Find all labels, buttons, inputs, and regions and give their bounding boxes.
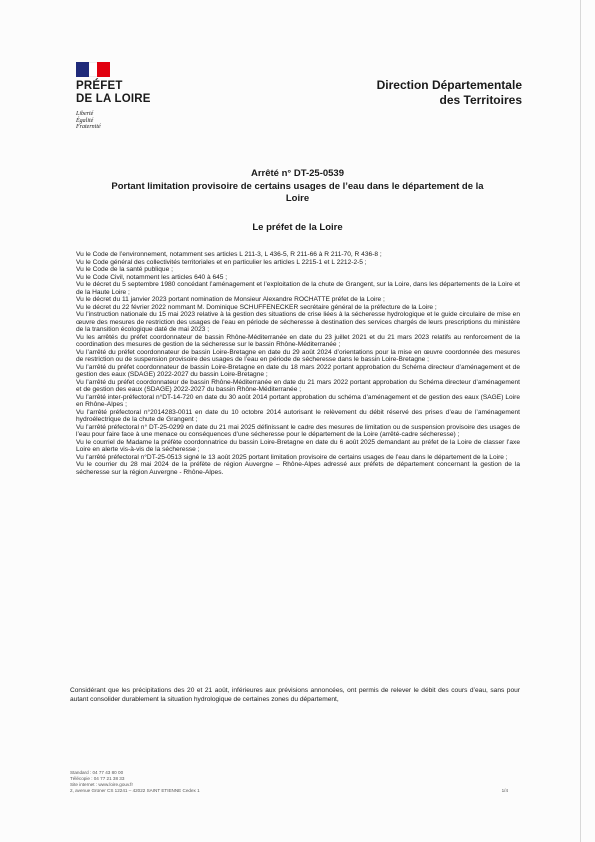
prefecture-logo [76,62,156,131]
considerant-section [70,686,520,704]
decree-subject-line-1: Portant limitation provisoire de certains usages de l’eau dans le département de la [111,181,484,192]
decree-subject [60,181,535,205]
authority-heading: Le préfet de la Loire [252,222,343,233]
visa-item: Vu le Code Civil, notamment les articles 640 à 645 ; [76,273,228,281]
decree-subject-line-2: Loire [285,193,310,204]
footer-line: Standard : 04 77 43 80 00 [70,770,124,775]
visa-item: Vu l’arrêté préfectoral n°2014283-0011 en date du 10 octobre 2014 autorisant le relèvement du débit réservé des prises d’eau de l’aménagement hydroélectrique de la chute de Grangent ; [76,408,520,423]
logo-line-1: PRÉFET [76,80,123,92]
footer-line: 2, avenue Grüner CS 12241 – 42022 SAINT ETIENNE Cedex 1 [70,788,200,793]
visa-item: Vu l’arrêté du préfet coordonnateur de bassin Rhône-Méditerranée en date du 21 mars 2022 portant approbation du Schéma directeur d’aménagement et de gestion des eaux (SDAGE) 2022-2027 du bassin Rhône-Méditerranée ; [76,378,520,393]
motto-liberte: Liberté [76,111,94,117]
visa-item: Vu le courriel de Madame la préfète coordonnatrice du bassin Loire-Bretagne en date du 6 août 2025 demandant au préfet de la Loire de classer l’axe Loire en alerte vis-à-vis de la sécheresse ; [76,438,520,453]
footer [70,770,520,794]
footer-line: Site internet : www.loire.gouv.fr [70,782,133,787]
visa-item: Vu l’arrêté préfectoral n°DT-25-0513 signé le 13 août 2025 portant limitation provisoire de certains usages de l’eau dans le département de la Loire ; [76,453,508,461]
visa-item: Vu le décret du 11 janvier 2023 portant nomination de Monsieur Alexandre ROCHATTE préfet de la Loire ; [76,296,385,303]
direction-heading [377,78,522,108]
marianne-flag-icon [76,62,110,77]
visa-item: Vu l’arrêté inter-préfectoral n°DT-14-720 en date du 30 août 2014 portant approbation du schéma d’aménagement et de gestion des eaux (SAGE) Loire en Rhône-Alpes ; [76,393,520,408]
visa-item: Vu l’arrêté du préfet coordonnateur de bassin Loire-Bretagne en date du 18 mars 2022 portant approbation du Schéma directeur d’aménagement et de gestion des eaux (SDAGE) 2022-2027 du bassin Loire-Bretagne ; [76,363,520,378]
visas-list [76,251,520,476]
decree-number: Arrêté n° DT-25-0539 [250,168,345,179]
page-number: 1/4 [501,788,508,793]
page-edge [580,0,581,842]
visa-item: Vu les arrêtés du préfet coordonnateur de bassin Rhône-Méditerranée en date du 23 juillet 2021 et du 21 mars 2023 relatifs au renforcement de la coordination des mesures de gestion de la sécheresse sur le bassin Rhône-Méditerranée ; [76,333,520,348]
visa-item: Vu l’arrêté du préfet coordonnateur de bassin Loire-Bretagne en date du 29 août 2024 d’orientations pour la mise en œuvre coordonnée des mesures de restriction ou de suspension provisoire des usages de l’eau en période de sécheresse dans le bassin Loire-Bretagne ; [76,348,520,363]
motto-fraternite: Fraternité [76,124,101,130]
visa-item: Vu l’arrêté préfectoral n° DT-25-0299 en date du 21 mai 2025 définissant le cadre des mesures de limitation ou de suspension provisoire des usages de l’eau pour faire face à une menace ou conséquences d’une sécheresse pour le département de la Loire (arrêté-cadre sécheresse) ; [76,423,520,438]
visa-item: Vu le décret du 22 février 2022 nommant M. Dominique SCHUFFENECKER secrétaire général de la préfecture de la Loire ; [76,303,437,311]
visa-item: Vu le courrier du 28 mai 2024 de la préfète de région Auvergne – Rhône-Alpes adressé aux préfets de département concernant la gestion de la sécheresse sur la région Auvergne - Rhône-Alpes. [76,461,520,476]
motto [76,111,156,131]
visa-item: Vu l’instruction nationale du 15 mai 2023 relative à la gestion des situations de crise liées à la sécheresse hydrologique et le guide circulaire de mise en œuvre des mesures de restriction des usages de l’eau en période de sécheresse à destination des services chargés de leurs prescriptions du ministère de la transition écologique daté de mai 2023 ; [76,311,520,333]
direction-line-2: des Territoires [439,93,522,107]
visa-item: Vu le décret du 5 septembre 1980 concédant l’aménagement et l’exploitation de la chute de Grangent, sur la Loire, dans les départements de la Loire et de la Haute Loire ; [76,281,520,296]
visa-item: Vu le Code de la santé publique ; [76,266,173,273]
logo-line-2: DE LA LOIRE [76,93,151,105]
direction-line-1: Direction Départementale [376,78,522,92]
visa-item: Vu le Code général des collectivités territoriales et en particulier les articles L 2215-1 et L 2212-2-5 ; [76,258,367,266]
considerant-paragraph: Considérant que les précipitations des 20 et 21 août, inférieures aux prévisions annoncées, ont permis de relever le débit des cours d’eau, sans pour autant consolider durablement la situation hydrologique de certaines zones du département, [70,687,520,703]
motto-egalite: Égalité [76,117,94,124]
visa-item: Vu le Code de l’environnement, notamment ses articles L 211-3, L 436-5, R 211-66 à R 211-70, R 436-8 ; [76,251,382,258]
footer-line: Télécopie : 04 77 21 38 33 [70,776,125,781]
